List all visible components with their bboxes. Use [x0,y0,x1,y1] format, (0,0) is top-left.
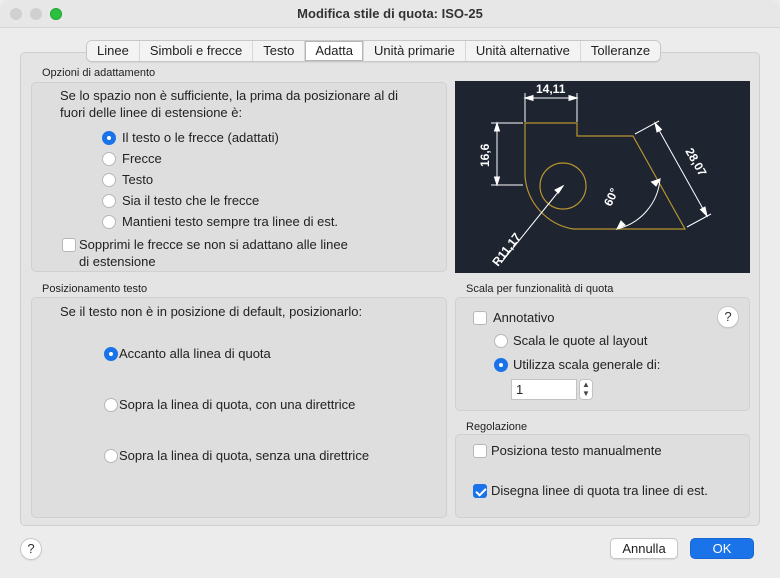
fit-option-label: Testo [122,172,154,187]
scale-radio-overall[interactable] [494,358,508,372]
place-text-manually-checkbox[interactable] [473,444,487,458]
fit-radio-arrows[interactable] [102,152,116,166]
fit-options-description-line2: fuori delle linee di estensione è: [60,105,243,120]
fit-radio-keep-text-between[interactable] [102,215,116,229]
tab-simboli-e-frecce[interactable]: Simboli e frecce [140,41,253,61]
tab-bar [86,40,661,62]
placement-radio-beside-line[interactable] [104,347,118,361]
title-bar [0,0,780,28]
ok-button[interactable]: OK [690,538,754,559]
annotative-checkbox[interactable] [473,311,487,325]
fit-radio-text-or-arrows[interactable] [102,131,116,145]
overall-scale-input[interactable]: 1 [511,379,577,400]
suppress-arrows-label-line1: Sopprimi le frecce se non si adattano alle linee [79,237,348,252]
scale-radio-to-layout[interactable] [494,334,508,348]
placement-option-label: Accanto alla linea di quota [119,346,271,361]
placement-option-label: Sopra la linea di quota, senza una direttrice [119,448,370,463]
suppress-arrows-label-line2: di estensione [79,254,156,269]
fine-tuning-title: Regolazione [466,421,528,433]
cancel-button[interactable]: Annulla [610,538,678,559]
dimension-preview [455,81,750,273]
tab-testo[interactable]: Testo [253,41,305,61]
preview-dim-radius: R11,17 [489,230,524,269]
tab-unita-primarie[interactable]: Unità primarie [364,41,466,61]
fit-option-label: Mantieni testo sempre tra linee di est. [122,214,339,229]
annotative-label: Annotativo [493,310,555,325]
dialog-help-button[interactable]: ? [20,538,42,560]
stepper-up-icon[interactable]: ▲ [582,380,590,389]
preview-dim-angle: 60° [601,185,622,209]
overall-scale-stepper[interactable] [579,379,593,400]
scale-title: Scala per funzionalità di quota [466,283,614,295]
preview-drawing [455,81,750,273]
fit-options-description-line1: Se lo spazio non è sufficiente, la prima da posizionare al di [60,88,398,103]
fit-option-label: Sia il testo che le frecce [122,193,260,208]
placement-radio-with-leader[interactable] [104,398,118,412]
placement-option-label: Sopra la linea di quota, con una direttrice [119,397,356,412]
fit-option-label: Frecce [122,151,162,166]
scale-help-button[interactable]: ? [717,306,739,328]
place-text-manually-label: Posiziona testo manualmente [491,443,662,458]
window-title: Modifica stile di quota: ISO-25 [297,6,483,21]
preview-dim-top: 14,11 [536,82,566,96]
tab-unita-alternative[interactable]: Unità alternative [466,41,581,61]
tab-adatta[interactable]: Adatta [305,41,364,61]
text-placement-title: Posizionamento testo [42,283,148,295]
fit-options-title: Opzioni di adattamento [42,67,156,79]
scale-option-label: Scala le quote al layout [513,333,648,348]
draw-dim-line-checkbox[interactable] [473,484,487,498]
preview-dim-right: 28,07 [682,145,710,179]
text-placement-description: Se il testo non è in posizione di default, posizionarlo: [60,304,363,319]
preview-dim-left: 16,6 [478,143,492,167]
fit-radio-text[interactable] [102,173,116,187]
fit-radio-both[interactable] [102,194,116,208]
draw-dim-line-label: Disegna linee di quota tra linee di est. [491,483,708,498]
placement-radio-without-leader[interactable] [104,449,118,463]
suppress-arrows-checkbox[interactable] [62,238,76,252]
tab-linee[interactable]: Linee [87,41,140,61]
stepper-down-icon[interactable]: ▼ [582,389,590,398]
scale-option-label: Utilizza scala generale di: [513,357,661,372]
tab-tolleranze[interactable]: Tolleranze [581,41,660,61]
fit-option-label: Il testo o le frecce (adattati) [122,130,279,145]
